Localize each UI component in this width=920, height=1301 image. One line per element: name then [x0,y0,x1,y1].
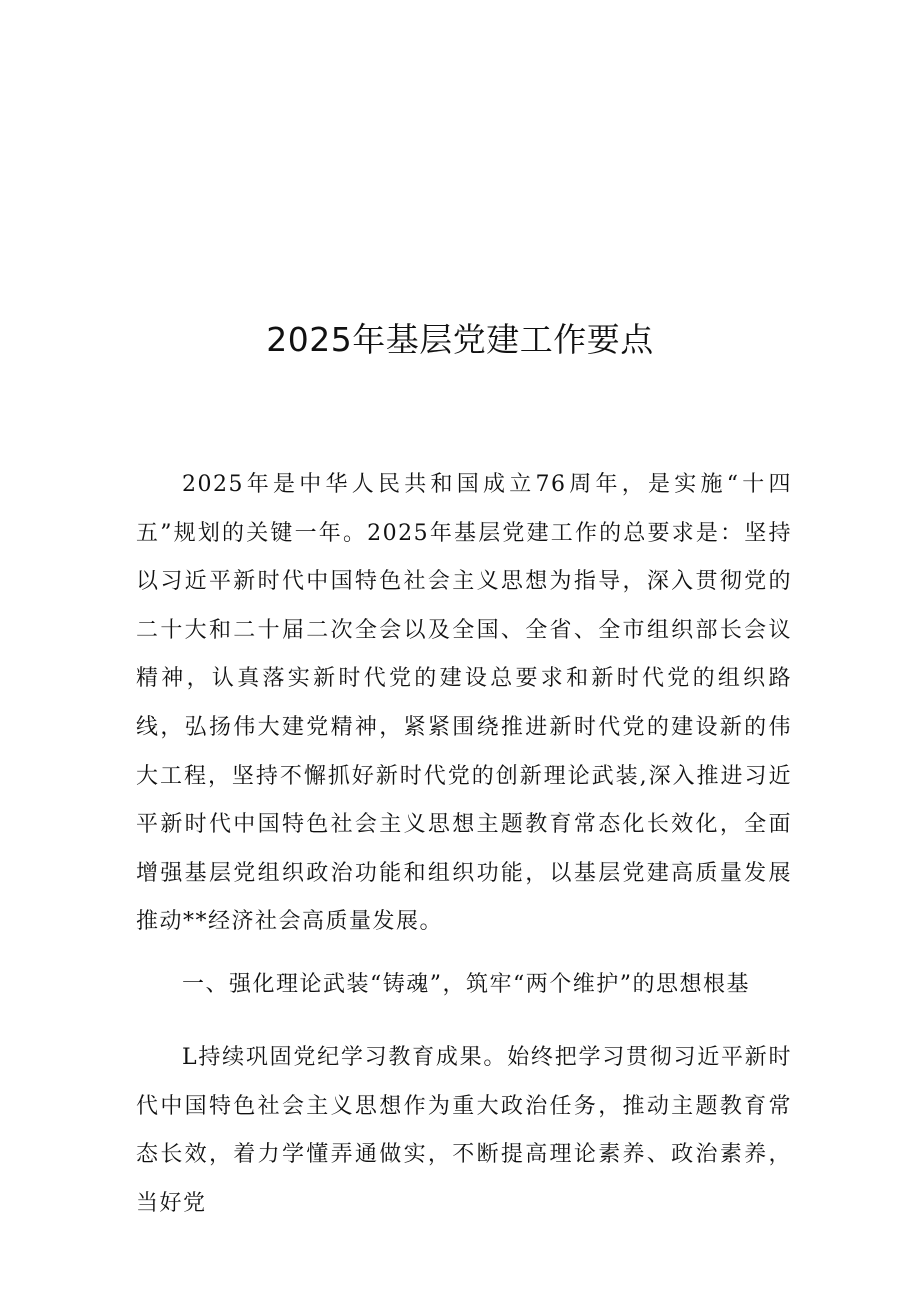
intro-paragraph: 2025年是中华人民共和国成立76周年，是实施“十四五”规划的关键一年。2025年基层党建工作的总要求是：坚持以习近平新时代中国特色社会主义思想为指导，深入贯彻党的二十大和二十届二次全会以及全国、全省、全市组织部长会议精神，认真落实新时代党的建设总要求和新时代党的组织路线，弘扬伟大建党精神，紧紧围绕推进新时代党的建设新的伟大工程，坚持不懈抓好新时代党的创新理论武装,深入推进习近平新时代中国特色社会主义思想主题教育常态化长效化，全面增强基层党组织政治功能和组织功能，以基层党建高质量发展推动**经济社会高质量发展。 [136,472,792,935]
section-heading: 一、强化理论武装“铸魂”，筑牢“两个维护”的思想根基 [182,972,750,997]
item-1-paragraph: L持续巩固党纪学习教育成果。始终把学习贯彻习近平新时代中国特色社会主义思想作为重大政治任务，推动主题教育常态长效，着力学懂弄通做实，不断提高理论素养、政治素养，当好党 [136,1045,792,1216]
document-title: 2025年基层党建工作要点 [266,320,654,359]
